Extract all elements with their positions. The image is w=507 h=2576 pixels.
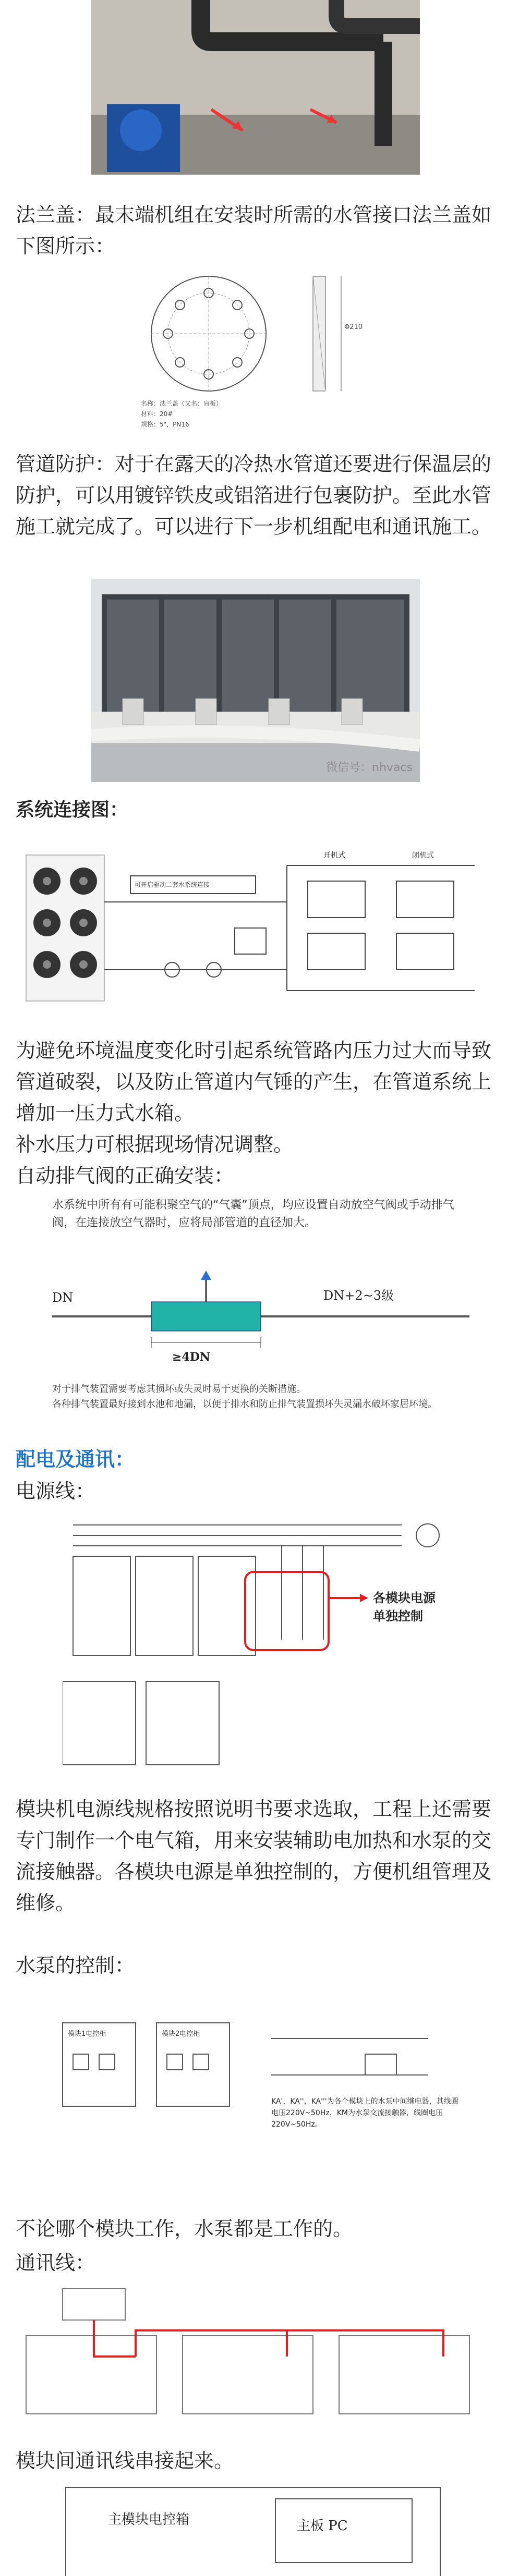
power-line-label: 电源线： xyxy=(16,1480,95,1503)
comm-box-main: 主模块电控箱 xyxy=(108,2512,190,2528)
flange-paragraph: 法兰盖：最末端机组在安装时所需的水管接口法兰盖如下图所示： xyxy=(16,203,492,258)
dn-right-label: DN+2~3级 xyxy=(323,1288,394,1303)
power-spec-paragraph: 模块机电源线规格按照说明书要求选取，工程上还需要专门制作一个电气箱，用来安装辅助电加热和水泵的交流接触器。各模块电源是单独控制的，方便机组管理及维修。 xyxy=(16,1798,492,1914)
comm-wiring-diagram xyxy=(16,2284,485,2430)
comm-zoom-diagram xyxy=(65,2487,441,2576)
air-vent-paragraph: 自动排气阀的正确安装： xyxy=(16,1164,234,1187)
system-label-main: 可开启驱动二套水系统连接 xyxy=(135,881,210,888)
length-label: ≥4DN xyxy=(172,1350,210,1364)
pipe-installation-photo xyxy=(91,0,420,175)
comm-line-label: 通讯线： xyxy=(16,2251,95,2274)
pump-control-label: 水泵的控制： xyxy=(16,1954,135,1977)
air-vent-figure xyxy=(52,1197,469,1426)
system-connection-heading: 系统连接图： xyxy=(16,799,129,821)
air-vent-note-2: 各种排气装置最好接到水池和地漏，以便于排水和防止排气装置损坏失灵漏水破坏家居环境。 xyxy=(52,1399,437,1410)
power-wiring-diagram xyxy=(63,1515,464,1775)
dn-left-label: DN xyxy=(52,1290,74,1305)
pump-note-paragraph: 不论哪个模块工作，水泵都是工作的。 xyxy=(16,2217,353,2240)
watermark-text: 微信号：nhvacs xyxy=(326,761,413,774)
comm-note-paragraph: 模块间通讯线串接起来。 xyxy=(16,2449,234,2472)
system-label-open: 开机式 xyxy=(323,851,345,860)
pump-box-mid: 模块2电控柜 xyxy=(162,2030,200,2038)
flange-note-1: 名称：法兰盖（又名：盲板） xyxy=(141,400,223,407)
flange-note-2: 材料：20# xyxy=(141,410,173,418)
power-callout-line1: 各模块电源 xyxy=(373,1591,436,1605)
comm-box-pc xyxy=(275,2498,413,2563)
flange-dimension: Φ210 xyxy=(344,323,363,331)
pump-note: KA'，KA''，KA'''为各个模块上的水泵中间继电器，其线圈电压220V~50Hz，KM为水泵交流接触器，线圈电压220V~50Hz。 xyxy=(271,2097,458,2129)
system-label-closed: 闭机式 xyxy=(412,851,434,860)
pump-box-left: 模块1电控柜 xyxy=(68,2030,106,2038)
pipe-protection-paragraph: 管道防护：对于在露天的冷热水管道还要进行保温层的防护，可以用镀锌铁皮或铝箔进行包裹防护。至此水管施工就完成了。可以进行下一步机组配电和通讯施工。 xyxy=(16,453,492,538)
flange-drawing xyxy=(141,266,370,433)
power-callout-line2: 单独控制 xyxy=(373,1609,423,1623)
pressure-paragraph: 为避免环境温度变化时引起系统管路内压力过大而导致管道破裂，以及防止管道内气锤的产生，在管道系统上增加一压力式水箱。 xyxy=(16,1039,492,1125)
pump-control-diagram xyxy=(52,1992,469,2211)
power-comm-heading: 配电及通讯： xyxy=(16,1448,135,1471)
system-connection-diagram xyxy=(16,834,493,1022)
makeup-paragraph: 补水压力可根据现场情况调整。 xyxy=(16,1133,294,1156)
air-vent-intro: 水系统中所有有可能积聚空气的“气囊”顶点，均应设置自动放空气阀或手动排气阀，在连接放空气器时，应将局部管道的直径加大。 xyxy=(52,1199,454,1229)
air-vent-note-1: 对于排气装置需要考虑其损坏或失灵时易于更换的关断措施。 xyxy=(52,1384,306,1395)
comm-box-pc-label: 主板 PC xyxy=(297,2518,348,2534)
rooftop-units-photo xyxy=(91,579,420,782)
flange-note-3: 规格：5"，PN16 xyxy=(141,421,189,428)
